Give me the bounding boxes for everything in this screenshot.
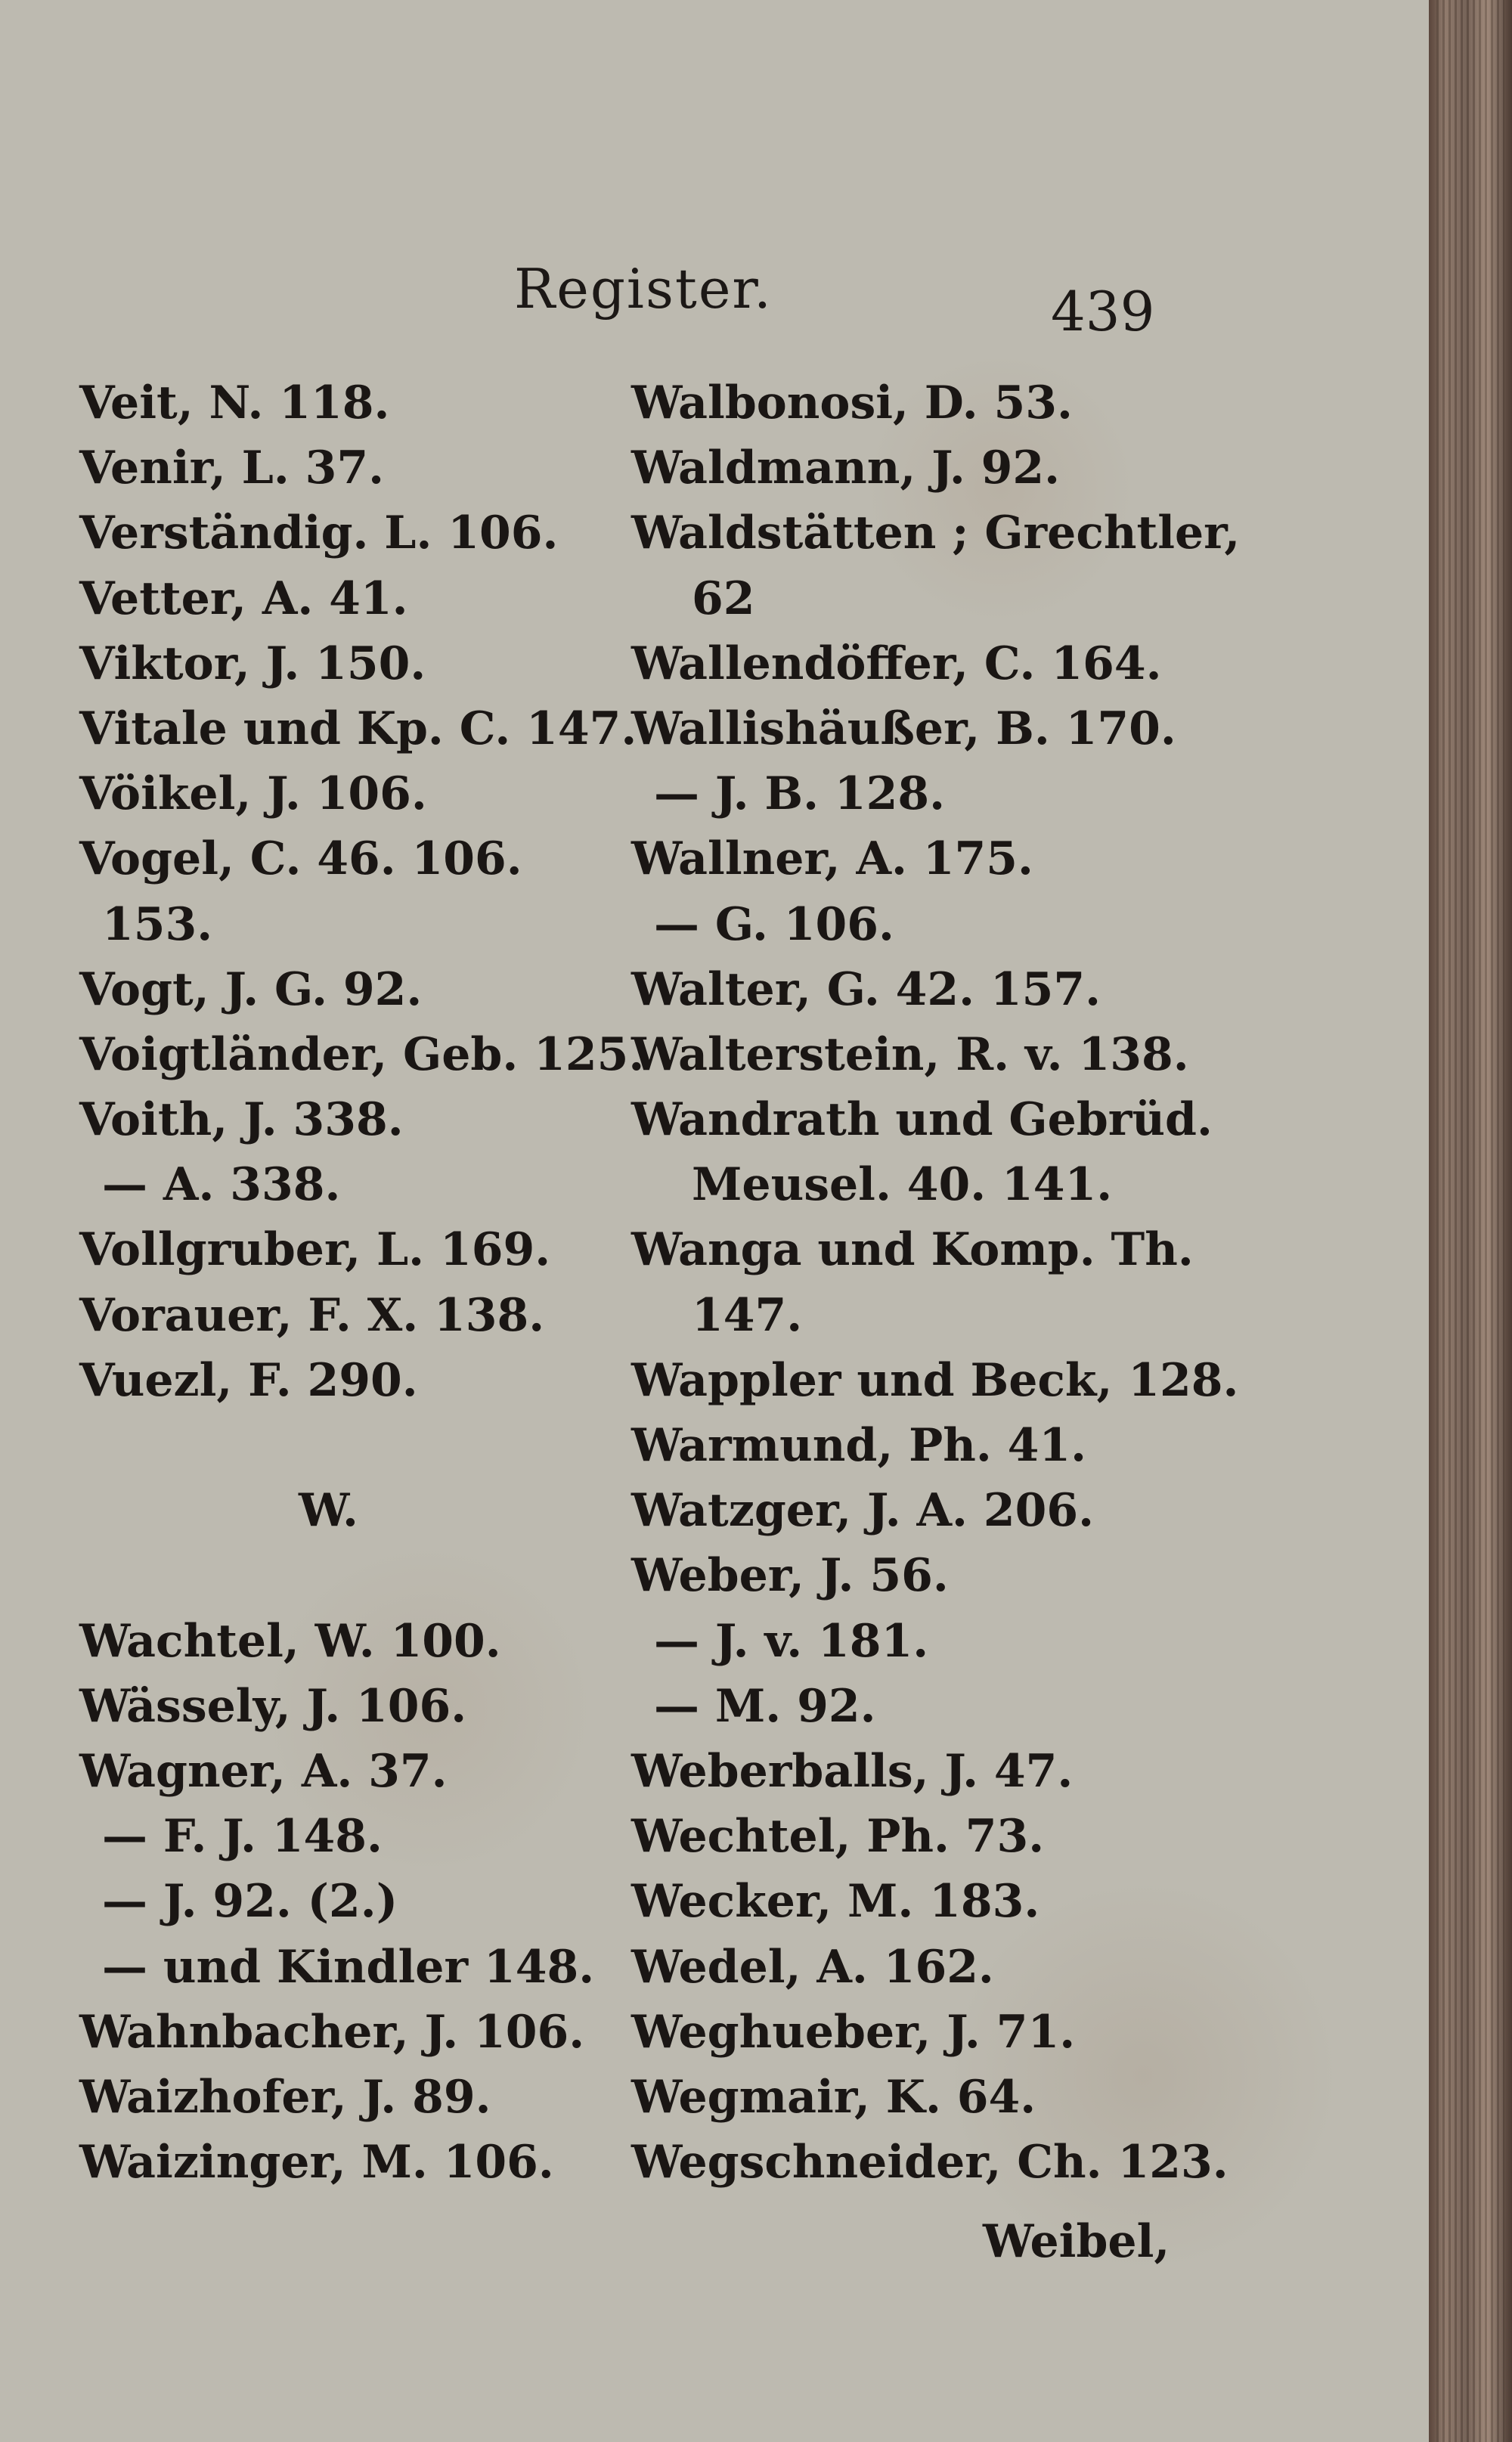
index-entry: — G. 106. [654, 897, 894, 951]
index-entry: Voigtländer, Geb. 125. [79, 1027, 645, 1081]
index-entry: Walbonosi, D. 53. [631, 377, 1073, 429]
index-entry [79, 1413, 609, 1478]
page-stack-lines [1436, 0, 1504, 2442]
index-entry: — J. 92. (2.) [102, 1875, 398, 1929]
index-entry: Wandrath und Gebrüd. [631, 1093, 1213, 1147]
index-entry: Walterstein, R. v. 138. [631, 1027, 1189, 1081]
index-entry [79, 1543, 609, 1608]
index-entry: Veit, N. 118. [79, 377, 390, 429]
index-entry: Wallishäußer, B. 170. [631, 702, 1176, 755]
index-entry: — M. 92. [654, 1679, 876, 1733]
index-entry: 62 [692, 572, 755, 625]
index-entry: Wallner, A. 175. [631, 832, 1033, 886]
index-entry: — und Kindler 148. [102, 1940, 595, 1994]
index-entry: — J. B. 128. [654, 767, 946, 821]
index-entry: 147. [692, 1288, 803, 1342]
index-entry: Vetter, A. 41. [79, 572, 408, 625]
index-entry: Waldstätten ; Grechtler, [631, 507, 1241, 560]
index-entry: Verständig. L. 106. [79, 507, 559, 560]
index-entry: Wechtel, Ph. 73. [631, 1810, 1045, 1864]
catchword: Weibel, [983, 2215, 1170, 2268]
index-entry: Voith, J. 338. [79, 1093, 404, 1147]
index-entry: Waizinger, M. 106. [79, 2136, 554, 2189]
index-column-left [79, 370, 645, 2195]
index-entry: Walter, G. 42. 157. [631, 962, 1101, 1016]
section-heading: W. [299, 1484, 358, 1538]
index-entry: Vuezl, F. 290. [79, 1353, 418, 1407]
index-entry: Wässely, J. 106. [79, 1679, 467, 1733]
index-entry: 153. [102, 897, 213, 951]
index-column-right [631, 370, 1241, 2195]
index-entry: Wagner, A. 37. [79, 1744, 448, 1798]
index-entry: Wegschneider, Ch. 123. [631, 2136, 1228, 2189]
index-entry: Waldmann, J. 92. [631, 442, 1061, 495]
page-number: 439 [1051, 280, 1155, 343]
index-entry: Venir, L. 37. [79, 442, 385, 495]
index-entry: — F. J. 148. [102, 1810, 383, 1864]
index-entry: Wahnbacher, J. 106. [79, 2005, 585, 2059]
index-entry: — A. 338. [102, 1158, 341, 1212]
index-entry: Weber, J. 56. [631, 1549, 949, 1603]
index-entry: Wachtel, W. 100. [79, 1614, 501, 1668]
index-entry: Weberballs, J. 47. [631, 1744, 1074, 1798]
index-entry: Wegmair, K. 64. [631, 2070, 1036, 2124]
index-entry: Weghueber, J. 71. [631, 2005, 1076, 2059]
index-entry: — J. v. 181. [654, 1614, 929, 1668]
page-header-title: Register. [514, 257, 773, 321]
index-entry: Watzger, J. A. 206. [631, 1484, 1094, 1538]
index-entry: Vorauer, F. X. 138. [79, 1288, 545, 1342]
index-entry: Warmund, Ph. 41. [631, 1419, 1087, 1472]
index-entry: Meusel. 40. 141. [692, 1158, 1113, 1212]
index-entry: Wappler und Beck, 128. [631, 1353, 1239, 1407]
index-entry: Vöikel, J. 106. [79, 767, 427, 821]
index-entry: Vollgruber, L. 169. [79, 1223, 551, 1277]
index-entry: Wecker, M. 183. [631, 1875, 1040, 1929]
index-entry: Viktor, J. 150. [79, 637, 426, 690]
index-entry: Vogel, C. 46. 106. [79, 832, 522, 886]
index-entry: Wanga und Komp. Th. [631, 1223, 1194, 1277]
index-entry: Waizhofer, J. 89. [79, 2070, 491, 2124]
index-entry: Vogt, J. G. 92. [79, 962, 423, 1016]
index-entry: Wallendöffer, C. 164. [631, 637, 1162, 690]
index-entry: Vitale und Kp. C. 147. [79, 702, 637, 755]
index-entry: Wedel, A. 162. [631, 1940, 994, 1994]
